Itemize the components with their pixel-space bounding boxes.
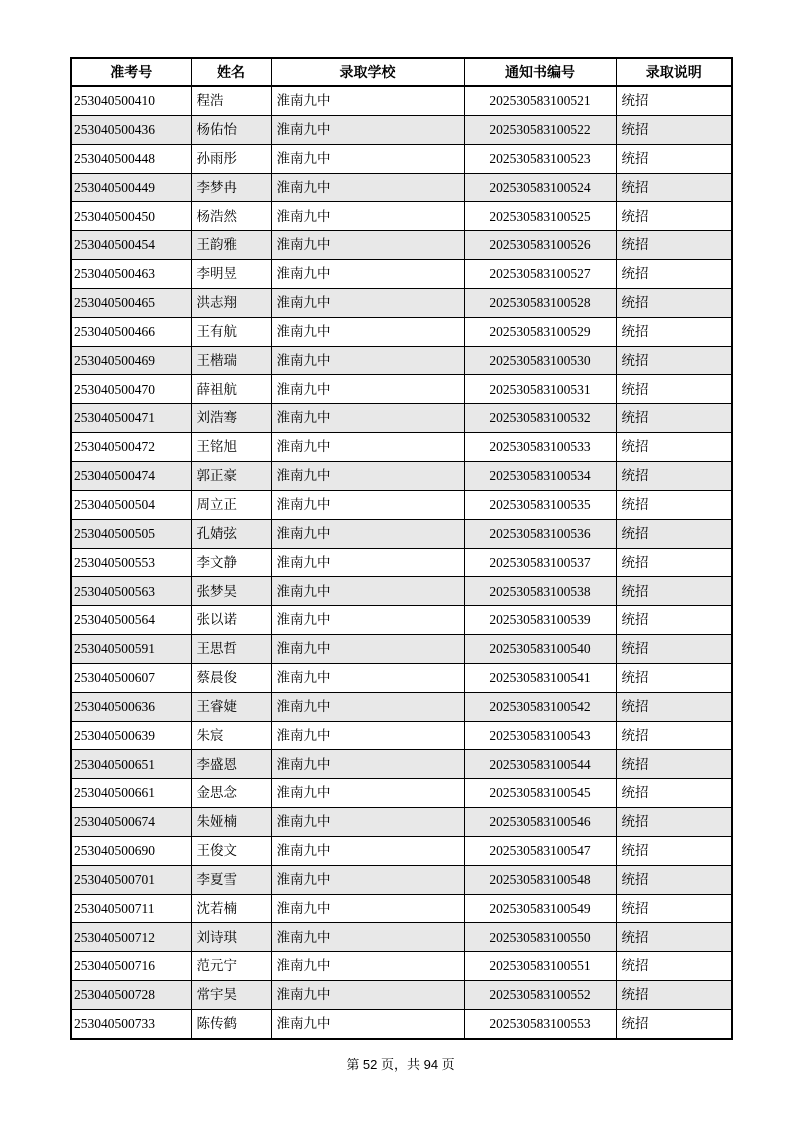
table-row: [71, 461, 732, 490]
table-row: [71, 346, 732, 375]
cell-name: 沈若楠: [191, 894, 271, 923]
cell-notice-no: 202530583100541: [464, 663, 616, 692]
cell-name: 孙雨彤: [191, 144, 271, 173]
cell-notice-no: 202530583100524: [464, 173, 616, 202]
cell-note: 统招: [616, 260, 732, 289]
cell-name: 李梦冉: [191, 173, 271, 202]
cell-name: 李明昱: [191, 260, 271, 289]
cell-school: 淮南九中: [271, 461, 464, 490]
cell-exam-no: 253040500470: [71, 375, 191, 404]
cell-exam-no: 253040500733: [71, 1010, 191, 1039]
table-row: [71, 952, 732, 981]
cell-name: 刘诗琪: [191, 923, 271, 952]
cell-exam-no: 253040500454: [71, 231, 191, 260]
cell-exam-no: 253040500711: [71, 894, 191, 923]
cell-exam-no: 253040500448: [71, 144, 191, 173]
cell-notice-no: 202530583100544: [464, 750, 616, 779]
cell-note: 统招: [616, 519, 732, 548]
cell-school: 淮南九中: [271, 260, 464, 289]
cell-notice-no: 202530583100546: [464, 808, 616, 837]
cell-exam-no: 253040500712: [71, 923, 191, 952]
cell-name: 孔婧弦: [191, 519, 271, 548]
table-row: [71, 375, 732, 404]
table-row: [71, 115, 732, 144]
table-row: [71, 635, 732, 664]
cell-school: 淮南九中: [271, 692, 464, 721]
column-header-school: 录取学校: [271, 58, 464, 86]
cell-school: 淮南九中: [271, 346, 464, 375]
cell-school: 淮南九中: [271, 952, 464, 981]
cell-school: 淮南九中: [271, 894, 464, 923]
cell-school: 淮南九中: [271, 202, 464, 231]
table-row: [71, 548, 732, 577]
table-row: [71, 663, 732, 692]
cell-school: 淮南九中: [271, 750, 464, 779]
cell-notice-no: 202530583100521: [464, 86, 616, 115]
cell-school: 淮南九中: [271, 577, 464, 606]
cell-exam-no: 253040500505: [71, 519, 191, 548]
cell-school: 淮南九中: [271, 779, 464, 808]
cell-exam-no: 253040500410: [71, 86, 191, 115]
table-header-row: [71, 58, 732, 86]
cell-note: 统招: [616, 981, 732, 1010]
table-row: [71, 692, 732, 721]
cell-exam-no: 253040500504: [71, 490, 191, 519]
cell-exam-no: 253040500636: [71, 692, 191, 721]
table-row: [71, 981, 732, 1010]
table-row: [71, 721, 732, 750]
table-head: [71, 58, 732, 86]
cell-notice-no: 202530583100526: [464, 231, 616, 260]
cell-note: 统招: [616, 836, 732, 865]
cell-notice-no: 202530583100528: [464, 288, 616, 317]
cell-name: 王楷瑞: [191, 346, 271, 375]
cell-note: 统招: [616, 173, 732, 202]
cell-school: 淮南九中: [271, 231, 464, 260]
cell-school: 淮南九中: [271, 836, 464, 865]
cell-school: 淮南九中: [271, 606, 464, 635]
cell-exam-no: 253040500466: [71, 317, 191, 346]
table-row: [71, 836, 732, 865]
cell-exam-no: 253040500449: [71, 173, 191, 202]
cell-note: 统招: [616, 635, 732, 664]
cell-school: 淮南九中: [271, 808, 464, 837]
cell-notice-no: 202530583100548: [464, 865, 616, 894]
cell-name: 李文静: [191, 548, 271, 577]
cell-notice-no: 202530583100553: [464, 1010, 616, 1039]
cell-school: 淮南九中: [271, 144, 464, 173]
cell-school: 淮南九中: [271, 548, 464, 577]
cell-notice-no: 202530583100547: [464, 836, 616, 865]
cell-exam-no: 253040500639: [71, 721, 191, 750]
cell-name: 陈传鹤: [191, 1010, 271, 1039]
cell-note: 统招: [616, 461, 732, 490]
cell-note: 统招: [616, 490, 732, 519]
cell-school: 淮南九中: [271, 490, 464, 519]
page-number-label: 第 52 页，共 94 页: [346, 1057, 455, 1072]
cell-note: 统招: [616, 548, 732, 577]
cell-note: 统招: [616, 894, 732, 923]
table-row: [71, 577, 732, 606]
table-row: [71, 404, 732, 433]
cell-school: 淮南九中: [271, 317, 464, 346]
cell-notice-no: 202530583100535: [464, 490, 616, 519]
cell-note: 统招: [616, 346, 732, 375]
cell-exam-no: 253040500591: [71, 635, 191, 664]
cell-note: 统招: [616, 923, 732, 952]
cell-notice-no: 202530583100542: [464, 692, 616, 721]
cell-notice-no: 202530583100551: [464, 952, 616, 981]
cell-notice-no: 202530583100523: [464, 144, 616, 173]
cell-school: 淮南九中: [271, 173, 464, 202]
cell-school: 淮南九中: [271, 115, 464, 144]
cell-note: 统招: [616, 865, 732, 894]
cell-exam-no: 253040500728: [71, 981, 191, 1010]
cell-school: 淮南九中: [271, 519, 464, 548]
cell-notice-no: 202530583100532: [464, 404, 616, 433]
cell-exam-no: 253040500472: [71, 433, 191, 462]
cell-notice-no: 202530583100534: [464, 461, 616, 490]
table-row: [71, 433, 732, 462]
cell-notice-no: 202530583100540: [464, 635, 616, 664]
cell-name: 郭正豪: [191, 461, 271, 490]
cell-name: 刘浩骞: [191, 404, 271, 433]
cell-school: 淮南九中: [271, 433, 464, 462]
admission-list-table: [70, 57, 733, 1040]
cell-name: 王睿婕: [191, 692, 271, 721]
cell-name: 周立正: [191, 490, 271, 519]
cell-name: 蔡晨俊: [191, 663, 271, 692]
cell-notice-no: 202530583100531: [464, 375, 616, 404]
cell-notice-no: 202530583100550: [464, 923, 616, 952]
cell-school: 淮南九中: [271, 981, 464, 1010]
cell-note: 统招: [616, 86, 732, 115]
table-row: [71, 606, 732, 635]
column-header-note: 录取说明: [616, 58, 732, 86]
cell-exam-no: 253040500651: [71, 750, 191, 779]
table-row: [71, 519, 732, 548]
cell-exam-no: 253040500701: [71, 865, 191, 894]
cell-name: 王思哲: [191, 635, 271, 664]
cell-notice-no: 202530583100530: [464, 346, 616, 375]
table-row: [71, 750, 732, 779]
cell-note: 统招: [616, 202, 732, 231]
column-header-notice-no: 通知书编号: [464, 58, 616, 86]
cell-note: 统招: [616, 317, 732, 346]
cell-exam-no: 253040500463: [71, 260, 191, 289]
cell-note: 统招: [616, 144, 732, 173]
table-row: [71, 779, 732, 808]
cell-name: 张梦昊: [191, 577, 271, 606]
cell-name: 李夏雪: [191, 865, 271, 894]
table-row: [71, 894, 732, 923]
table-row: [71, 317, 732, 346]
cell-exam-no: 253040500471: [71, 404, 191, 433]
cell-name: 王有航: [191, 317, 271, 346]
cell-exam-no: 253040500474: [71, 461, 191, 490]
cell-name: 薛祖航: [191, 375, 271, 404]
cell-note: 统招: [616, 808, 732, 837]
cell-school: 淮南九中: [271, 635, 464, 664]
cell-name: 王铭旭: [191, 433, 271, 462]
cell-notice-no: 202530583100527: [464, 260, 616, 289]
cell-name: 常宇昊: [191, 981, 271, 1010]
table-row: [71, 490, 732, 519]
table-row: [71, 808, 732, 837]
cell-notice-no: 202530583100522: [464, 115, 616, 144]
cell-exam-no: 253040500716: [71, 952, 191, 981]
table-body: [71, 86, 732, 1039]
cell-name: 王俊文: [191, 836, 271, 865]
cell-note: 统招: [616, 779, 732, 808]
cell-notice-no: 202530583100529: [464, 317, 616, 346]
table-row: [71, 865, 732, 894]
cell-name: 张以诺: [191, 606, 271, 635]
cell-exam-no: 253040500469: [71, 346, 191, 375]
cell-school: 淮南九中: [271, 923, 464, 952]
table-row: [71, 144, 732, 173]
cell-exam-no: 253040500607: [71, 663, 191, 692]
table-row: [71, 202, 732, 231]
table-row: [71, 923, 732, 952]
table-row: [71, 173, 732, 202]
cell-note: 统招: [616, 288, 732, 317]
cell-name: 程浩: [191, 86, 271, 115]
cell-name: 杨佑怡: [191, 115, 271, 144]
cell-exam-no: 253040500674: [71, 808, 191, 837]
cell-notice-no: 202530583100537: [464, 548, 616, 577]
cell-notice-no: 202530583100552: [464, 981, 616, 1010]
cell-name: 洪志翔: [191, 288, 271, 317]
cell-school: 淮南九中: [271, 86, 464, 115]
cell-exam-no: 253040500553: [71, 548, 191, 577]
cell-school: 淮南九中: [271, 721, 464, 750]
cell-note: 统招: [616, 404, 732, 433]
cell-notice-no: 202530583100536: [464, 519, 616, 548]
cell-notice-no: 202530583100538: [464, 577, 616, 606]
column-header-exam-no: 准考号: [71, 58, 191, 86]
cell-note: 统招: [616, 375, 732, 404]
cell-exam-no: 253040500450: [71, 202, 191, 231]
table-row: [71, 86, 732, 115]
cell-note: 统招: [616, 750, 732, 779]
cell-name: 杨浩然: [191, 202, 271, 231]
table-row: [71, 231, 732, 260]
cell-note: 统招: [616, 692, 732, 721]
cell-school: 淮南九中: [271, 288, 464, 317]
cell-notice-no: 202530583100525: [464, 202, 616, 231]
cell-notice-no: 202530583100539: [464, 606, 616, 635]
cell-name: 朱娅楠: [191, 808, 271, 837]
cell-exam-no: 253040500465: [71, 288, 191, 317]
cell-school: 淮南九中: [271, 663, 464, 692]
cell-note: 统招: [616, 721, 732, 750]
cell-school: 淮南九中: [271, 375, 464, 404]
cell-note: 统招: [616, 231, 732, 260]
cell-note: 统招: [616, 1010, 732, 1039]
cell-name: 朱宸: [191, 721, 271, 750]
cell-school: 淮南九中: [271, 1010, 464, 1039]
cell-note: 统招: [616, 663, 732, 692]
cell-exam-no: 253040500690: [71, 836, 191, 865]
cell-notice-no: 202530583100545: [464, 779, 616, 808]
cell-name: 王韵雅: [191, 231, 271, 260]
cell-name: 范元宁: [191, 952, 271, 981]
cell-school: 淮南九中: [271, 865, 464, 894]
table-row: [71, 260, 732, 289]
cell-school: 淮南九中: [271, 404, 464, 433]
page-footer: [70, 1054, 731, 1073]
cell-notice-no: 202530583100549: [464, 894, 616, 923]
table-row: [71, 288, 732, 317]
cell-note: 统招: [616, 952, 732, 981]
cell-note: 统招: [616, 577, 732, 606]
cell-exam-no: 253040500661: [71, 779, 191, 808]
cell-note: 统招: [616, 115, 732, 144]
cell-exam-no: 253040500436: [71, 115, 191, 144]
cell-note: 统招: [616, 433, 732, 462]
table-row: [71, 1010, 732, 1039]
cell-notice-no: 202530583100533: [464, 433, 616, 462]
cell-notice-no: 202530583100543: [464, 721, 616, 750]
column-header-name: 姓名: [191, 58, 271, 86]
cell-exam-no: 253040500564: [71, 606, 191, 635]
cell-note: 统招: [616, 606, 732, 635]
cell-exam-no: 253040500563: [71, 577, 191, 606]
cell-name: 金思念: [191, 779, 271, 808]
cell-name: 李盛恩: [191, 750, 271, 779]
